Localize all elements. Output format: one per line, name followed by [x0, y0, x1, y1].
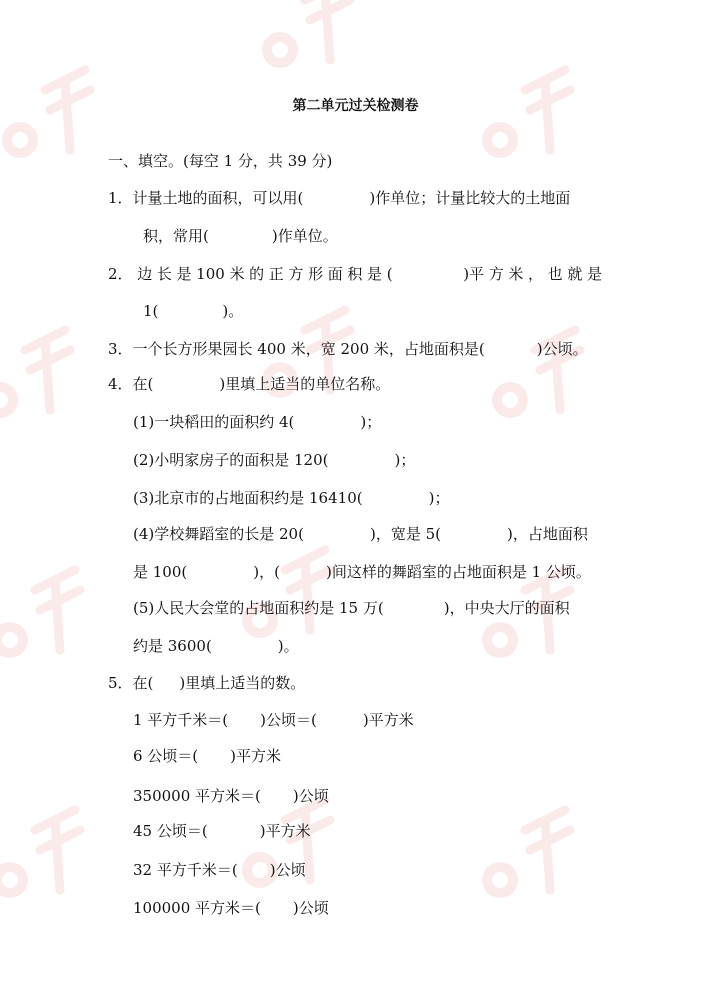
text: )公顷: [269, 861, 306, 879]
text: )公顷: [292, 899, 329, 917]
question-5-row-4: [133, 821, 311, 841]
text: 是: [586, 265, 602, 283]
text: (: [386, 265, 393, 283]
text: (5)人民大会堂的占地面积约是 15 万(: [133, 599, 384, 617]
text: 1(: [143, 302, 159, 320]
text: 面: [327, 265, 343, 283]
question-4-item-4-line-1: [133, 524, 588, 544]
text: 米: [229, 265, 245, 283]
question-4-item-5-line-2: [133, 636, 299, 656]
text: )，宽是 5(: [369, 525, 441, 543]
text: 积，常用(: [143, 227, 209, 245]
text: 是 100(: [133, 563, 188, 581]
niu-logo-icon: [0, 800, 100, 920]
text: )作单位。: [271, 227, 338, 245]
question-4: [108, 374, 390, 394]
text: 1．计量土地的面积，可以用(: [108, 189, 304, 207]
question-2-line-2: [143, 301, 243, 321]
text: )作单位；计量比较大的土地面: [369, 189, 571, 207]
niu-logo-icon: [480, 320, 600, 440]
text: 形: [308, 265, 324, 283]
text: 方: [288, 265, 304, 283]
text: 是: [176, 265, 192, 283]
niu-logo-icon: [0, 320, 90, 440]
text: 45 公顷＝(: [133, 822, 208, 840]
question-4-item-5-line-1: [133, 598, 570, 618]
page-title: 第二单元过关检测卷: [292, 98, 419, 114]
text: )公顷: [292, 787, 329, 805]
text: 1 平方千米＝(: [133, 711, 229, 729]
text: 5．在(: [108, 674, 154, 692]
text: 2．: [108, 265, 133, 283]
text: )；: [360, 413, 382, 431]
text: (3)北京市的占地面积约是 16410(: [133, 489, 363, 507]
niu-logo-icon: [470, 800, 590, 920]
question-1-line-1: [108, 188, 570, 208]
question-5-row-1: [133, 710, 414, 730]
text: )里填上适当的数。: [179, 674, 306, 692]
text: )平方米: [259, 822, 311, 840]
text: 的: [249, 265, 265, 283]
text: 约是 3600(: [133, 637, 212, 655]
text: )，中央大厅的面积: [443, 599, 570, 617]
text: )公顷＝(: [260, 711, 317, 729]
text: 积: [347, 265, 363, 283]
question-5-row-5: [133, 860, 306, 880]
question-2-line-1: [108, 264, 602, 284]
niu-logo-icon: [250, 300, 370, 420]
question-3: [108, 339, 588, 359]
text: 6 公顷＝(: [133, 747, 199, 765]
niu-logo-icon: [250, 0, 370, 90]
text: 是: [367, 265, 383, 283]
text: )平: [463, 265, 485, 283]
text: )平方米: [362, 711, 414, 729]
text: )，占地面积: [507, 525, 588, 543]
text: )，(: [253, 563, 280, 581]
niu-logo-icon: [470, 60, 590, 180]
text: (1)一块稻田的面积约 4(: [133, 413, 295, 431]
question-4-item-1: [133, 412, 381, 432]
text: )平方米: [230, 747, 282, 765]
text: 米: [508, 265, 524, 283]
text: ，: [528, 265, 544, 283]
text: )。: [222, 302, 244, 320]
text: 边: [137, 265, 153, 283]
text: 32 平方千米＝(: [133, 861, 238, 879]
text: )。: [277, 637, 299, 655]
text: 100000 平方米＝(: [133, 899, 261, 917]
text: (4)学校舞蹈室的长是 20(: [133, 525, 304, 543]
text: 也: [547, 265, 563, 283]
question-5-row-3: [133, 786, 329, 806]
text: )公顷。: [536, 340, 588, 358]
text: )里填上适当的单位名称。: [219, 375, 391, 393]
text: 3．一个长方形果园长 400 米，宽 200 米，占地面积是(: [108, 340, 485, 358]
niu-logo-icon: [0, 560, 100, 680]
text: 4．在(: [108, 375, 154, 393]
text: 350000 平方米＝(: [133, 787, 261, 805]
niu-logo-icon: [230, 790, 350, 910]
question-4-item-4-line-2: [133, 562, 591, 582]
question-4-item-3: [133, 488, 449, 508]
question-1-line-2: [143, 226, 338, 246]
text: 长: [156, 265, 172, 283]
text: 100: [196, 265, 225, 283]
text: )；: [394, 451, 416, 469]
text: (2)小明家房子的面积是 120(: [133, 451, 329, 469]
text: 就: [567, 265, 583, 283]
text: 方: [488, 265, 504, 283]
niu-logo-icon: [0, 60, 110, 180]
text: 正: [268, 265, 284, 283]
question-4-item-2: [133, 450, 415, 470]
text: )间这样的舞蹈室的占地面积是 1 公顷。: [325, 563, 591, 581]
question-5-row-6: [133, 898, 329, 918]
question-5: [108, 673, 305, 693]
section-heading: 一、填空。(每空 1 分，共 39 分): [108, 152, 333, 170]
text: )；: [428, 489, 450, 507]
question-5-row-2: [133, 746, 281, 766]
